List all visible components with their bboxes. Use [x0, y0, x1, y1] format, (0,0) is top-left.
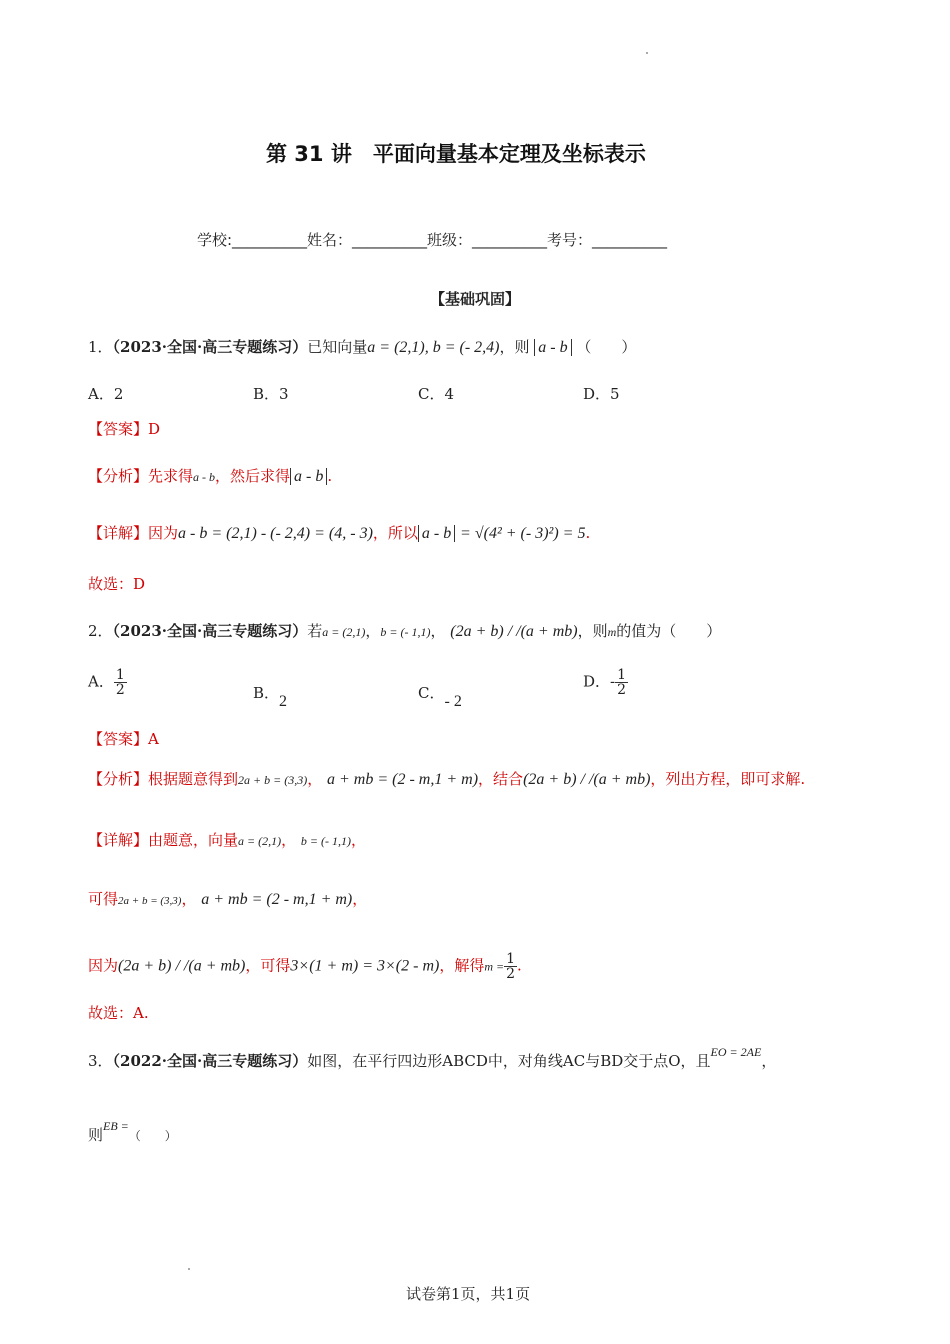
question-3-stem	[88, 1045, 777, 1071]
question-source: （2022·全国·高三专题练习）	[112, 1052, 308, 1070]
question-source: （2023·全国·高三专题练习）	[112, 622, 308, 640]
option-label: D．	[583, 672, 611, 691]
option-sign: -	[610, 672, 616, 691]
option-a: A．2	[88, 385, 124, 403]
option-label: B．	[253, 684, 280, 702]
detail-text: 可得	[88, 890, 119, 908]
question-text: ，	[761, 1052, 777, 1070]
detail-line-3	[88, 952, 522, 981]
math-expr: a - b = (2,1) - (- 2,4) = (4, - 3)	[178, 525, 373, 542]
question-number: 1．	[88, 338, 113, 356]
math-expr: 2a + b = (3,3)	[118, 895, 182, 907]
math-var: m	[607, 625, 617, 639]
math-expr: 3×(1 + m) = 3×(2 - m)	[290, 957, 440, 975]
detail-tag: 【详解】	[88, 524, 149, 542]
page-footer: 试卷第1页，共1页	[406, 1285, 531, 1303]
math-expr: a - b	[193, 470, 216, 484]
fraction-numerator: 1	[506, 951, 516, 967]
question-number: 3．	[88, 1052, 113, 1070]
option-a	[88, 668, 127, 697]
question-3-line-2	[88, 1119, 177, 1145]
question-1-stem	[88, 336, 636, 357]
analysis-line: 【分析】根据题意得到2a + b = (3,3)， a + mb = (2 - m,1 + m)，结合(2a + b) / /(a + mb)，列出方程，即可求解.	[88, 770, 806, 788]
math-expr: (2a + b) / /(a + mb)	[118, 957, 246, 975]
analysis-line	[88, 465, 332, 486]
fraction	[114, 668, 127, 697]
option-value: - 2	[444, 693, 462, 710]
option-value: 2	[279, 693, 288, 710]
analysis-text: ，然后求得	[215, 467, 291, 485]
analysis-text: 根据题意得到	[148, 770, 239, 788]
answer-value: D	[148, 420, 161, 438]
question-source: （2023·全国·高三专题练习）	[112, 338, 308, 356]
detail-text: ，解得	[439, 956, 485, 975]
fraction-denominator: 2	[617, 682, 627, 698]
math-vectors: a = (2,1), b = (- 2,4)	[367, 339, 500, 356]
detail-text: 因为	[148, 524, 179, 542]
answer-line	[88, 418, 160, 439]
answer-blank: （ ）	[128, 1129, 177, 1143]
math-expr: a = (2,1)	[238, 834, 282, 848]
math-expr: m =	[484, 959, 505, 974]
detail-text: ，可得	[245, 956, 291, 975]
question-number: 2．	[88, 622, 113, 640]
math-expr: (2a + b) / /(a + mb)	[450, 623, 578, 640]
detail-text: ，所以	[372, 524, 418, 542]
math-expr: b = (- 1,1)	[300, 834, 351, 848]
question-text: 已知向量	[307, 338, 368, 356]
math-abs: a - b	[418, 525, 455, 542]
option-b	[253, 682, 288, 710]
option-c: C．4	[418, 385, 455, 403]
fraction-denominator: 2	[506, 966, 516, 982]
student-info-line: 学校:__________姓名：__________班级：__________考号：__________	[197, 231, 668, 249]
question-text: ，则	[499, 338, 530, 356]
fraction	[504, 952, 517, 981]
detail-line-2: 可得2a + b = (3,3)， a + mb = (2 - m,1 + m)，	[88, 890, 368, 908]
answer-line	[88, 728, 159, 749]
detail-text: .	[585, 524, 591, 542]
section-heading: 【基础巩固】	[430, 290, 521, 308]
decorative-dot	[646, 52, 648, 54]
math-expr: b = (- 1,1)	[380, 625, 431, 639]
detail-text: 由题意，向量	[148, 831, 239, 849]
math-abs: a - b	[534, 339, 571, 356]
option-label: C．	[418, 684, 445, 702]
detail-text: 因为	[88, 956, 119, 975]
option-d	[583, 668, 628, 697]
page-title: 第 31 讲 平面向量基本定理及坐标表示	[266, 142, 646, 166]
analysis-text: .	[327, 467, 333, 485]
choose-line: 故选：D	[88, 575, 146, 593]
detail-line	[88, 522, 590, 543]
analysis-tag: 【分析】	[88, 770, 149, 788]
decorative-dot	[188, 1268, 190, 1270]
question-text: 如图，在平行四边形ABCD中，对角线AC与BD交于点O，且	[307, 1052, 711, 1070]
analysis-text: 先求得	[148, 467, 194, 485]
analysis-tag: 【分析】	[88, 467, 149, 485]
math-expr: 2a + b = (3,3)	[238, 773, 308, 787]
fraction-numerator: 1	[115, 667, 125, 683]
detail-text: .	[517, 956, 522, 975]
option-label: A．	[88, 672, 114, 691]
fraction	[615, 668, 628, 697]
math-expr: EB =	[103, 1119, 129, 1133]
answer-blank: （ ）	[576, 338, 637, 356]
detail-line: 【详解】由题意，向量a = (2,1)， b = (- 1,1)，	[88, 831, 367, 849]
math-expr: a = (2,1)	[322, 625, 366, 639]
fraction-denominator: 2	[115, 682, 125, 698]
math-expr: EO = 2AE	[710, 1045, 762, 1059]
detail-tag: 【详解】	[88, 831, 149, 849]
question-text: 若	[307, 622, 323, 640]
math-expr: a + mb = (2 - m,1 + m)	[327, 771, 479, 788]
option-c	[418, 682, 462, 710]
question-text: 则	[88, 1126, 104, 1144]
fraction-numerator: 1	[617, 667, 627, 683]
math-sqrt: = √(4² + (- 3)²) = 5	[460, 525, 586, 542]
question-text: 的值为（ ）	[616, 622, 722, 640]
math-abs: a - b	[290, 468, 327, 485]
math-expr: a + mb = (2 - m,1 + m)	[201, 891, 353, 908]
analysis-text: ，结合	[478, 770, 524, 788]
option-b: B．3	[253, 385, 289, 403]
math-expr: (2a + b) / /(a + mb)	[523, 771, 651, 788]
answer-tag: 【答案】	[88, 420, 149, 438]
choose-line: 故选：A.	[88, 1004, 149, 1022]
question-text: ，则	[577, 622, 608, 640]
option-d: D．5	[583, 385, 620, 403]
analysis-text: ，列出方程，即可求解.	[650, 770, 806, 788]
answer-value: A	[148, 730, 159, 748]
question-2-stem: 2．（2023·全国·高三专题练习）若a = (2,1)，b = (- 1,1)， (2a + b) / /(a + mb)，则m的值为（ ）	[88, 622, 722, 640]
answer-tag: 【答案】	[88, 730, 149, 748]
